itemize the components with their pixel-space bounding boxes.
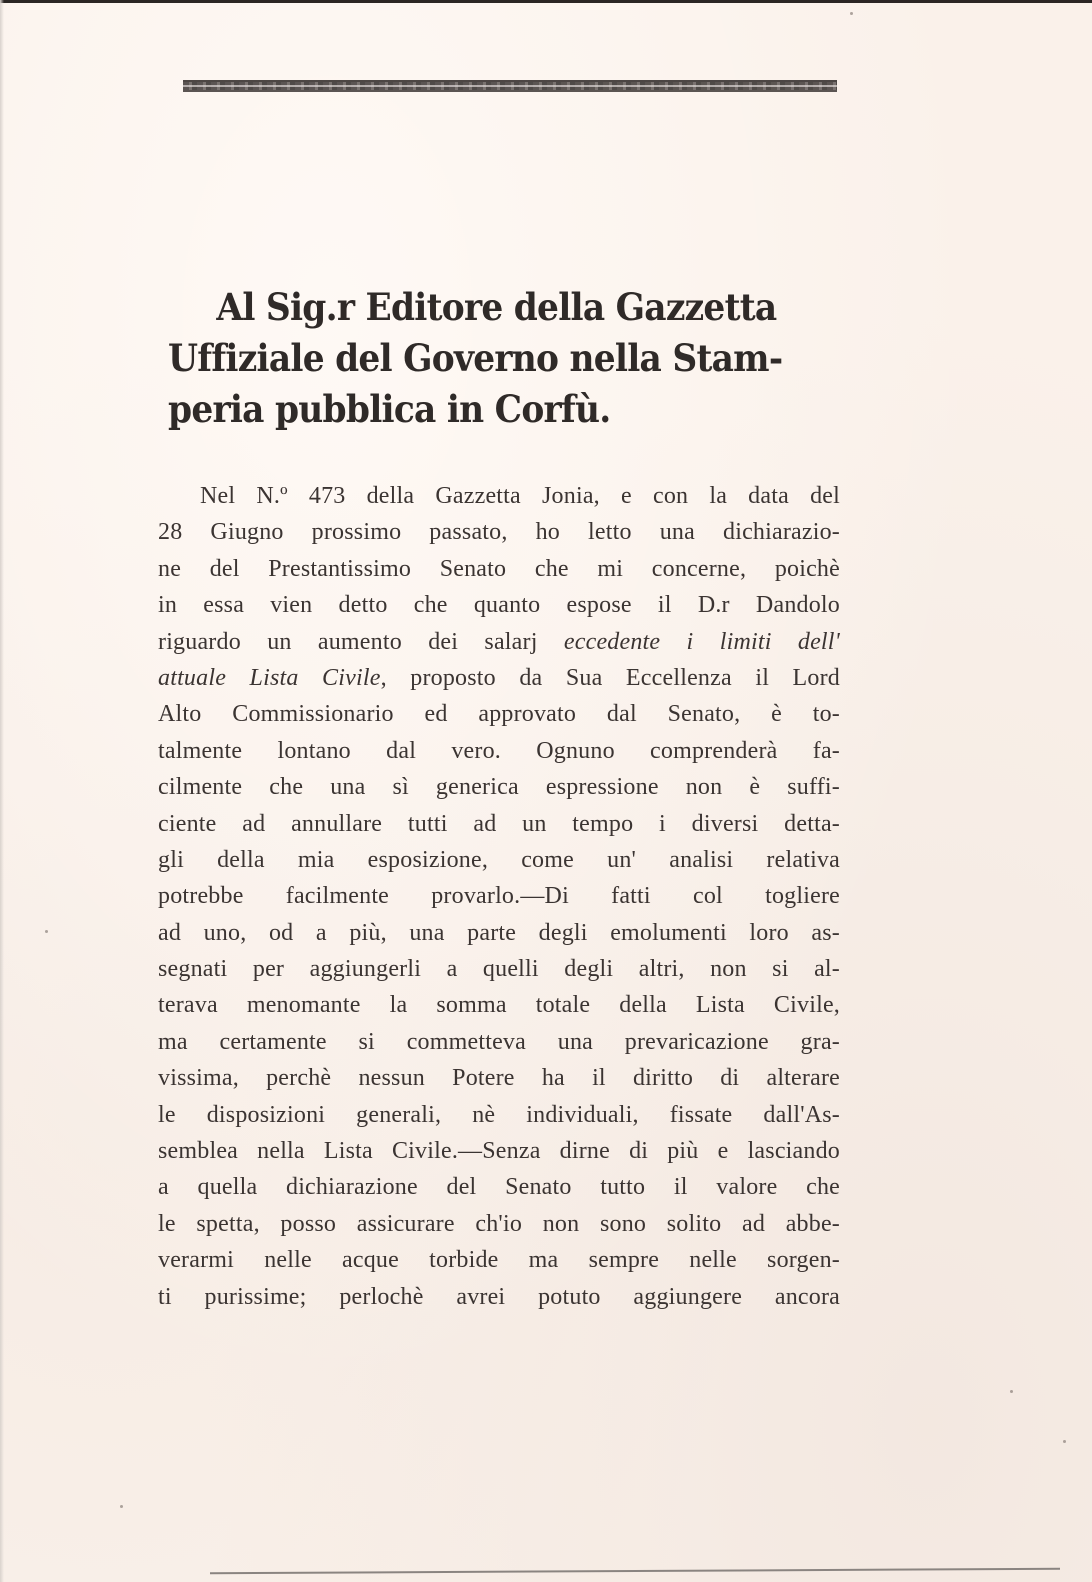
decorative-rule (183, 80, 837, 92)
body-line (158, 1279, 840, 1315)
body-line (158, 951, 840, 987)
body-line (158, 1242, 840, 1278)
text-segment: in essa vien detto che quanto espose il D.r Dandolo (158, 592, 840, 619)
heading-line: Uffiziale del Governo nella Stam- (168, 336, 783, 380)
text-segment: Alto Commissionario ed approvato dal Senato, è to- (158, 701, 840, 728)
letter-body (158, 478, 840, 1315)
body-line (158, 587, 840, 623)
body-line (158, 514, 840, 550)
italic-text: eccedente i limiti dell' (563, 628, 840, 655)
body-line (158, 660, 840, 696)
text-segment: le disposizioni generali, nè individuali, fissate dall'As- (158, 1101, 840, 1128)
body-line (158, 878, 840, 914)
paper-speck (120, 1505, 123, 1508)
text-segment: gli della mia esposizione, come un' analisi relativa (158, 846, 840, 873)
text-segment: vissima, perchè nessun Potere ha il diritto di alterare (158, 1065, 840, 1092)
text-segment: talmente lontano dal vero. Ognuno comprenderà fa- (158, 737, 840, 764)
body-line (158, 842, 840, 878)
italic-text: attuale Lista Civile (158, 664, 381, 691)
heading-line: peria pubblica in Corfù. (168, 387, 611, 431)
text-segment: ti purissime; perlochè avrei potuto aggiungere ancora (158, 1283, 840, 1310)
text-segment: ne del Prestantissimo Senato che mi concerne, poichè (158, 555, 840, 582)
body-line (158, 806, 840, 842)
body-line (158, 1060, 840, 1096)
text-segment: a quella dichiarazione del Senato tutto il valore che (158, 1174, 840, 1201)
paper-speck (1063, 1440, 1066, 1443)
text-segment: ma certamente si commetteva una prevaricazione gra- (158, 1028, 840, 1055)
body-line (158, 696, 840, 732)
paper-speck (1010, 1390, 1013, 1393)
body-line (158, 478, 840, 514)
body-line (158, 551, 840, 587)
page-bottom-edge (210, 1568, 1060, 1574)
body-line (158, 915, 840, 951)
text-segment: cilmente che una sì generica espressione non è suffi- (158, 774, 840, 801)
body-line (158, 1097, 840, 1133)
paper-speck (45, 930, 48, 933)
text-segment: semblea nella Lista Civile.—Senza dirne di più e lasciando (158, 1138, 840, 1165)
page-top-edge (0, 0, 1092, 3)
text-segment: Nel N.º 473 della Gazzetta Jonia, e con la data del (200, 483, 840, 509)
body-line (158, 769, 840, 805)
text-segment: ad uno, od a più, una parte degli emolumenti loro as- (158, 919, 840, 946)
text-segment: 28 Giugno prossimo passato, ho letto una dichiarazio- (158, 519, 840, 546)
body-line (158, 1169, 840, 1205)
text-segment: , proposto da Sua Eccellenza il Lord (380, 664, 840, 691)
text-segment: riguardo un aumento dei salarj (158, 628, 564, 655)
heading-line: Al Sig.r Editore della Gazzetta (216, 285, 777, 329)
page-left-edge (0, 0, 4, 1582)
body-line (158, 987, 840, 1023)
body-line (158, 1206, 840, 1242)
text-segment: potrebbe facilmente provarlo.—Di fatti col togliere (158, 883, 840, 910)
text-segment: ciente ad annullare tutti ad un tempo i diversi detta- (158, 810, 840, 837)
body-line (158, 1133, 840, 1169)
paper-speck (850, 12, 853, 15)
body-line (158, 624, 840, 660)
text-segment: segnati per aggiungerli a quelli degli altri, non si al- (158, 956, 840, 983)
body-line (158, 733, 840, 769)
text-segment: le spetta, posso assicurare ch'io non sono solito ad abbe- (158, 1210, 840, 1237)
letter-heading (168, 282, 800, 435)
text-segment: terava menomante la somma totale della Lista Civile, (158, 992, 840, 1019)
text-segment: verarmi nelle acque torbide ma sempre nelle sorgen- (158, 1247, 840, 1274)
body-line (158, 1024, 840, 1060)
